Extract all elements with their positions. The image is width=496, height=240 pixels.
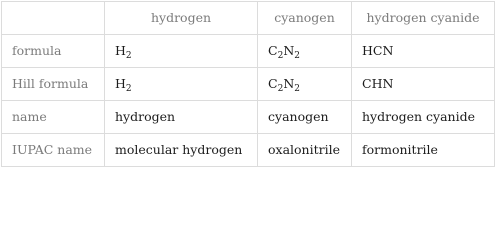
row-label-hill-formula: Hill formula (2, 68, 105, 101)
formula-hydrogen-cyanide: HCN (352, 35, 495, 68)
hill-formula-cyanogen (258, 68, 352, 101)
formula-hydrogen (105, 35, 258, 68)
row-label-iupac-name: IUPAC name (2, 134, 105, 167)
table-row-hill-formula (2, 68, 495, 101)
row-label-name: name (2, 101, 105, 134)
formula-hydrogen-base: H (115, 43, 126, 58)
column-header-cyanogen: cyanogen (258, 2, 352, 35)
name-hydrogen: hydrogen (105, 101, 258, 134)
formula-hydrogen-subscript: 2 (125, 51, 132, 61)
table-row-formula (2, 35, 495, 68)
properties-table (1, 1, 495, 167)
iupac-name-cyanogen: oxalonitrile (258, 134, 352, 167)
formula-cyanogen-n: N (283, 43, 295, 58)
table-row-iupac-name (2, 134, 495, 167)
hill-formula-cyanogen-n-subscript: 2 (294, 84, 300, 94)
column-header-hydrogen-cyanide: hydrogen cyanide (352, 2, 495, 35)
row-label-formula: formula (2, 35, 105, 68)
name-hydrogen-cyanide: hydrogen cyanide (352, 101, 495, 134)
formula-cyanogen-c: C (268, 43, 278, 58)
column-header-hydrogen: hydrogen (105, 2, 258, 35)
formula-cyanogen-n-subscript: 2 (294, 51, 300, 61)
name-cyanogen: cyanogen (258, 101, 352, 134)
iupac-name-hydrogen: molecular hydrogen (105, 134, 258, 167)
hill-formula-cyanogen-c-subscript: 2 (277, 84, 284, 94)
header-row (2, 2, 495, 35)
hill-formula-hydrogen-cyanide: CHN (352, 68, 495, 101)
hill-formula-cyanogen-n: N (283, 76, 295, 91)
iupac-name-hydrogen-cyanide: formonitrile (352, 134, 495, 167)
formula-cyanogen-c-subscript: 2 (277, 51, 284, 61)
hill-formula-hydrogen-base: H (115, 76, 126, 91)
corner-cell (2, 2, 105, 35)
hill-formula-hydrogen-subscript: 2 (125, 84, 132, 94)
hill-formula-cyanogen-c: C (268, 76, 278, 91)
table-row-name (2, 101, 495, 134)
hill-formula-hydrogen (105, 68, 258, 101)
formula-cyanogen (258, 35, 352, 68)
